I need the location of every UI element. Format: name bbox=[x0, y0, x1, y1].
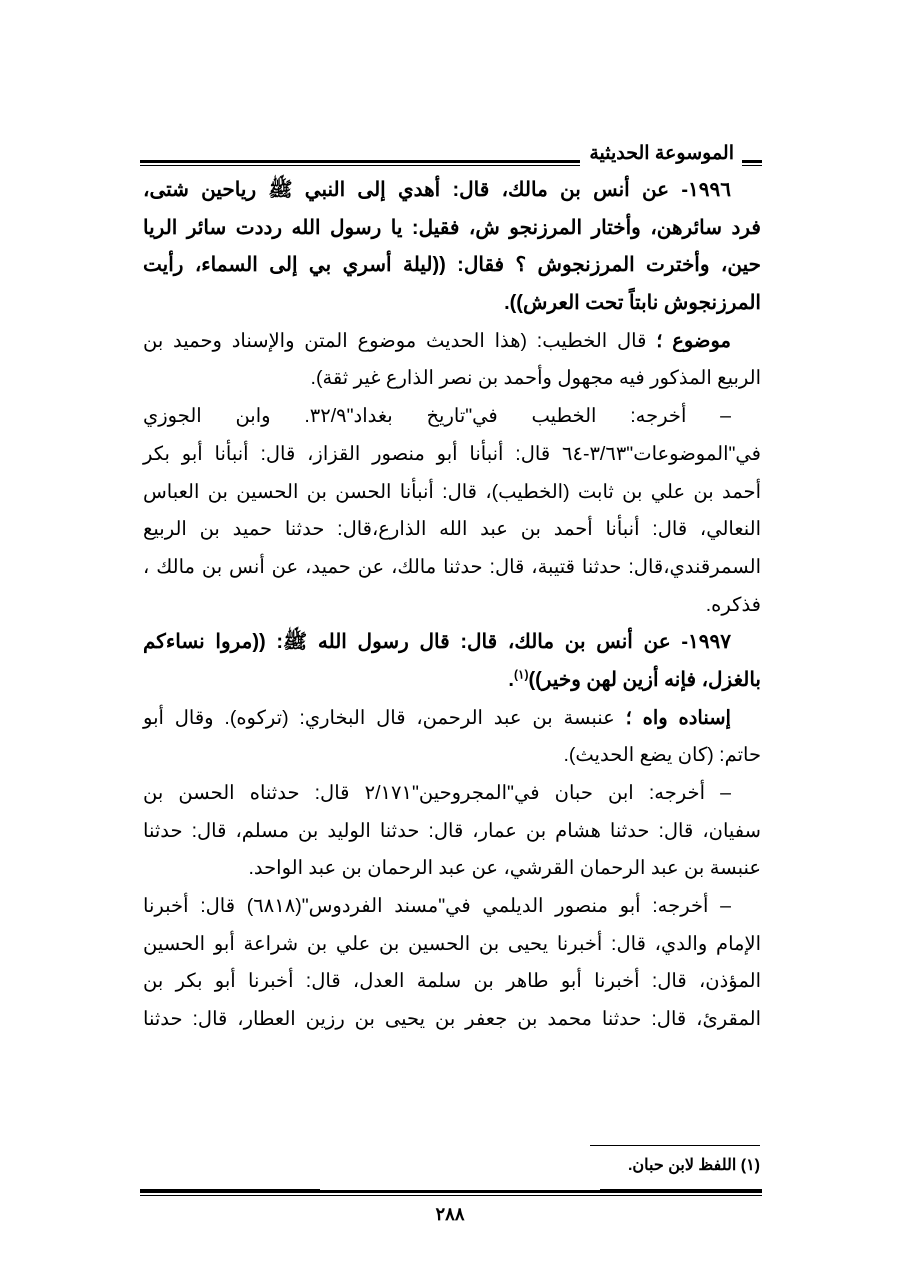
footnote-divider bbox=[590, 1145, 760, 1146]
line-text: ١٩٩٧- عن أنس بن مالك، قال: قال رسول الله ﷺ: ((مروا نساءكم bbox=[143, 631, 731, 654]
text-line bbox=[143, 624, 761, 662]
line-text: – أخرجه: أبو منصور الديلمي في"مسند الفردوس"(٦٨١٨) قال: أخبرنا bbox=[143, 895, 731, 918]
running-header bbox=[140, 140, 762, 170]
line-text: حاتم: (كان يضع الحديث). bbox=[563, 744, 761, 767]
text-line bbox=[143, 700, 761, 738]
text-line bbox=[143, 172, 761, 210]
header-rule bbox=[140, 160, 580, 166]
line-text: الإمام والدي، قال: أخبرنا يحيى بن الحسين بن علي بن شراعة أبو الحسين bbox=[143, 932, 761, 955]
text-line bbox=[143, 662, 761, 700]
footnote-ref: (١) bbox=[513, 667, 529, 682]
footnote: (١) اللفظ لابن حبان. bbox=[627, 1157, 760, 1174]
footer-rule bbox=[140, 1189, 762, 1197]
text-line bbox=[143, 323, 761, 361]
text-line bbox=[143, 285, 761, 323]
line-text: بالغزل، فإنه أزين لهن وخير)) bbox=[528, 668, 761, 691]
text-line bbox=[143, 247, 761, 285]
line-text: المؤذن، قال: أخبرنا أبو طاهر بن سلمة العدل، قال: أخبرنا أبو بكر بن bbox=[143, 970, 761, 993]
text-line bbox=[143, 1001, 761, 1039]
text-line bbox=[143, 813, 761, 851]
line-text: سفيان، قال: حدثنا هشام بن عمار، قال: حدثنا الوليد بن مسلم، قال: حدثنا bbox=[143, 819, 761, 842]
line-text: السمرقندي،قال: حدثنا قتيبة، قال: حدثنا مالك، عن حميد، عن أنس بن مالك ، bbox=[143, 555, 761, 578]
line-text: أحمد بن علي بن ثابت (الخطيب)، قال: أنبأنا الحسن بن الحسين بن العباس bbox=[143, 480, 761, 503]
line-text: فرد سائرهن، وأختار المرزنجو ش، فقيل: يا رسول الله رددت سائر الريا bbox=[143, 216, 761, 239]
text-line bbox=[143, 360, 761, 398]
header-rule bbox=[742, 160, 762, 166]
verdict-label: إسناده واه ؛ bbox=[614, 706, 731, 729]
text-line bbox=[143, 963, 761, 1001]
header-title: الموسوعة الحديثية bbox=[583, 142, 740, 165]
line-text: عنبسة بن عبد الرحمان القرشي، عن عبد الرحمان بن عبد الواحد. bbox=[248, 857, 761, 880]
text-line bbox=[143, 398, 761, 436]
text-line bbox=[143, 888, 761, 926]
line-text: – أخرجه: ابن حبان في"المجروحين"٢/١٧١ قال: حدثناه الحسن بن bbox=[143, 782, 731, 804]
line-text: ١٩٩٦- عن أنس بن مالك، قال: أهدي إلى النبي ﷺ رياحين شتى، bbox=[143, 179, 731, 201]
text-line bbox=[143, 850, 761, 888]
line-text: حين، وأخترت المرزنجوش ؟ فقال: ((ليلة أسري بي إلى السماء، رأيت bbox=[143, 254, 761, 277]
line-text: – أخرجه: الخطيب في"تاريخ بغداد"٣٢/٩. وابن الجوزي bbox=[143, 405, 731, 428]
main-text bbox=[143, 172, 761, 1039]
text-line bbox=[143, 210, 761, 248]
text-line bbox=[143, 511, 761, 549]
line-text: النعالي، قال: أنبأنا أحمد بن عبد الله الذارع،قال: حدثنا حميد بن الربيع bbox=[143, 518, 761, 541]
line-text: فذكره. bbox=[705, 593, 761, 616]
verdict-label: موضوع ؛ bbox=[646, 329, 731, 352]
text-line bbox=[143, 926, 761, 964]
text-line bbox=[143, 775, 761, 813]
line-text: في"الموضوعات"٣/٦٣-٦٤ قال: أنبأنا أبو منصور القزاز، قال: أنبأنا أبو بكر bbox=[143, 442, 761, 465]
text-line bbox=[143, 587, 761, 625]
line-text: عنبسة بن عبد الرحمن، قال البخاري: (تركوه). وقال أبو bbox=[143, 706, 615, 729]
line-text: الربيع المذكور فيه مجهول وأحمد بن نصر الذارع غير ثقة). bbox=[310, 367, 761, 390]
line-tail: . bbox=[508, 668, 514, 691]
line-text: المرزنجوش نابتاً تحت العرش)). bbox=[504, 292, 761, 315]
line-text: قال الخطيب: (هذا الحديث موضوع المتن والإسناد وحميد بن bbox=[143, 329, 647, 352]
text-line bbox=[143, 474, 761, 512]
text-line bbox=[143, 737, 761, 775]
text-line bbox=[143, 549, 761, 587]
page-number: ٢٨٨ bbox=[435, 1204, 465, 1224]
text-line bbox=[143, 436, 761, 474]
line-text: المقرئ، قال: حدثنا محمد بن جعفر بن يحيى بن رزين العطار، قال: حدثنا bbox=[143, 1008, 761, 1031]
